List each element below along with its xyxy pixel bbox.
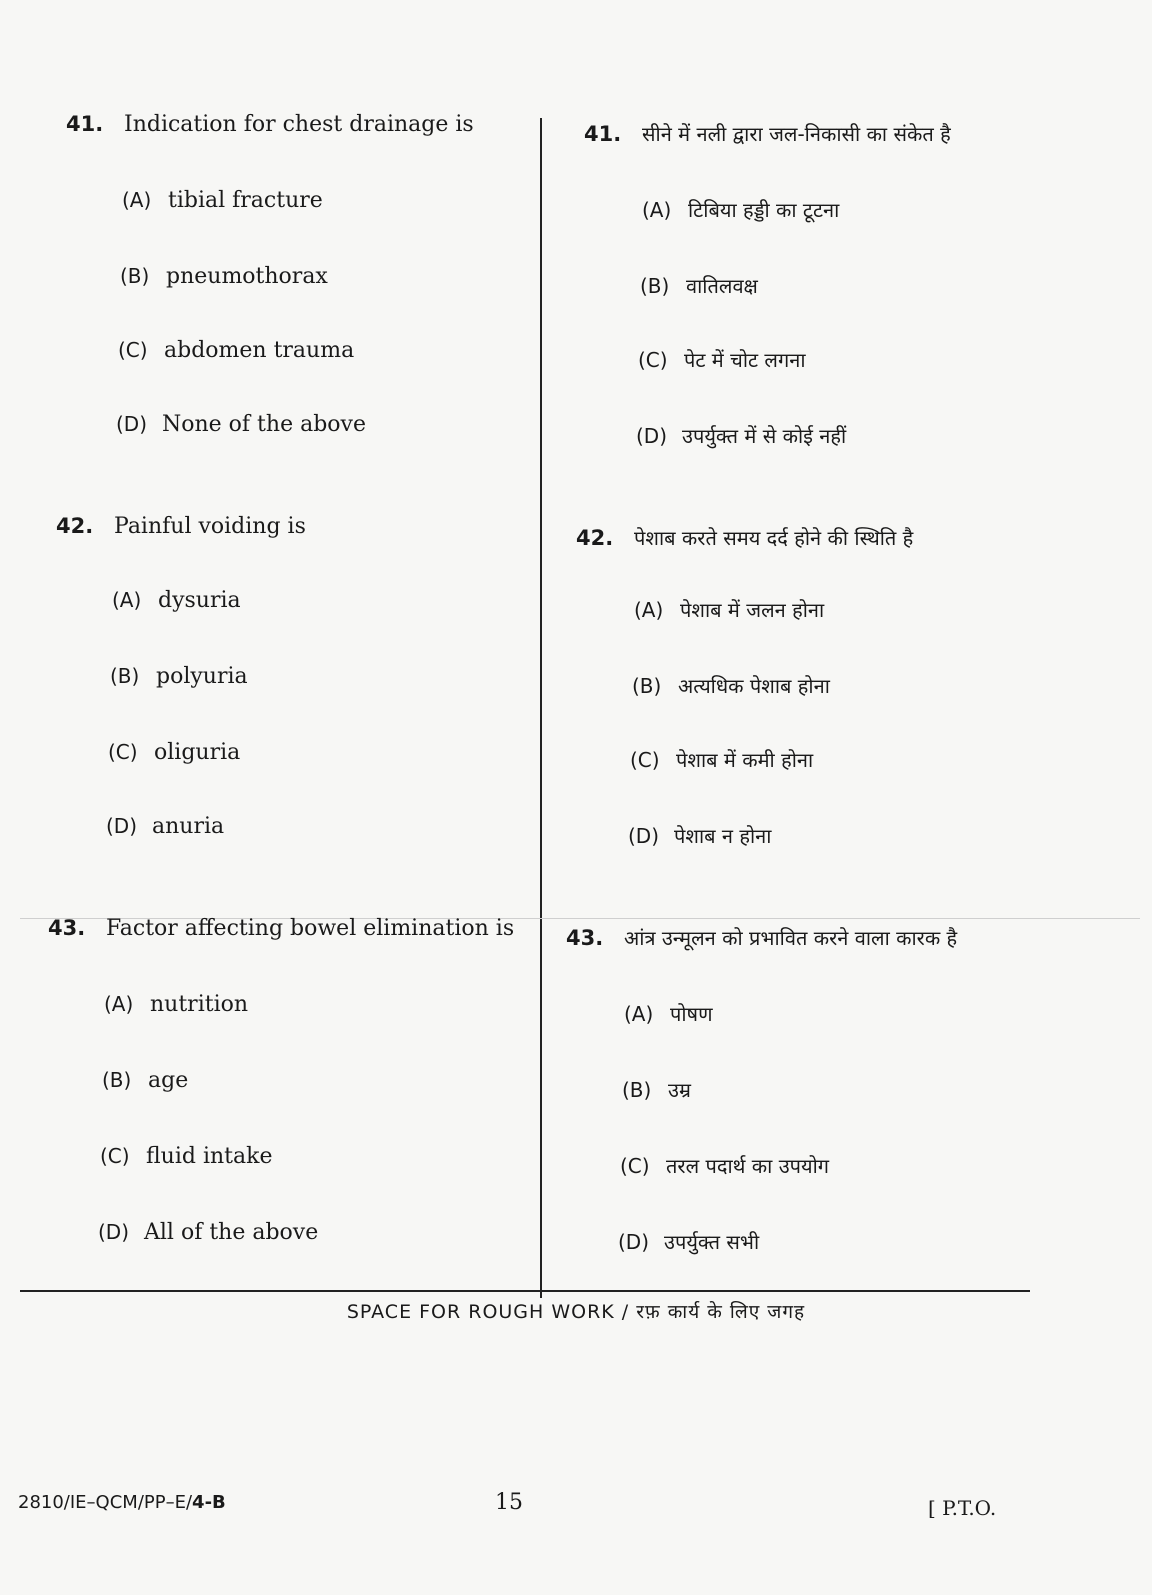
question-stem: सीने में नली द्वारा जल-निकासी का संकेत है xyxy=(642,122,951,146)
question-number: 41. xyxy=(584,122,622,146)
option-b: (B) polyuria xyxy=(110,664,248,689)
option-b: (B) pneumothorax xyxy=(120,264,328,289)
option-c: (C) पेशाब में कमी होना xyxy=(630,748,814,772)
option-d: (D) anuria xyxy=(106,814,225,839)
option-b: (B) age xyxy=(102,1068,189,1093)
question-stem: आंत्र उन्मूलन को प्रभावित करने वाला कारक है xyxy=(624,926,958,950)
page-number: 15 xyxy=(495,1490,523,1515)
option-b: (B) अत्यधिक पेशाब होना xyxy=(632,674,830,698)
option-b: (B) उम्र xyxy=(622,1078,691,1102)
option-a: (A) tibial fracture xyxy=(122,188,323,213)
option-d: (D) All of the above xyxy=(98,1220,319,1245)
question-stem: Painful voiding is xyxy=(114,514,306,539)
question-42-hi xyxy=(576,524,1056,848)
question-43-en xyxy=(48,914,528,1245)
option-a: (A) पोषण xyxy=(624,1002,713,1026)
question-42-en xyxy=(56,512,536,839)
question-number: 42. xyxy=(56,514,94,538)
option-d: (D) None of the above xyxy=(116,412,366,437)
option-a: (A) nutrition xyxy=(104,992,249,1017)
option-a: (A) टिबिया हड्डी का टूटना xyxy=(642,198,840,222)
option-c: (C) तरल पदार्थ का उपयोग xyxy=(620,1154,830,1178)
question-41-hi xyxy=(584,120,1064,448)
pto-label: [ P.T.O. xyxy=(928,1496,997,1520)
question-number: 43. xyxy=(48,916,86,940)
option-b: (B) वातिलवक्ष xyxy=(640,274,758,298)
question-43-hi xyxy=(566,924,1046,1254)
option-d: (D) उपर्युक्त सभी xyxy=(618,1230,760,1254)
question-stem: Indication for chest drainage is xyxy=(124,112,474,137)
column-divider xyxy=(540,118,542,1298)
rough-work-label: SPACE FOR ROUGH WORK / रफ़ कार्य के लिए जगह xyxy=(346,1301,806,1323)
option-d: (D) उपर्युक्त में से कोई नहीं xyxy=(636,424,847,448)
option-c: (C) oliguria xyxy=(108,740,241,765)
paper-code: 2810/IE–QCM/PP–E/4-B xyxy=(18,1492,226,1513)
option-a: (A) dysuria xyxy=(112,588,241,613)
question-stem: Factor affecting bowel elimination is xyxy=(106,916,515,941)
question-number: 41. xyxy=(66,112,104,136)
option-c: (C) fluid intake xyxy=(100,1144,273,1169)
question-41-en xyxy=(66,110,546,437)
option-c: (C) पेट में चोट लगना xyxy=(638,348,806,372)
question-number: 43. xyxy=(566,926,604,950)
question-stem: पेशाब करते समय दर्द होने की स्थिति है xyxy=(634,526,914,550)
bottom-rule xyxy=(20,1290,1030,1292)
option-a: (A) पेशाब में जलन होना xyxy=(634,598,825,622)
question-number: 42. xyxy=(576,526,614,550)
option-c: (C) abdomen trauma xyxy=(118,338,355,363)
option-d: (D) पेशाब न होना xyxy=(628,824,772,848)
